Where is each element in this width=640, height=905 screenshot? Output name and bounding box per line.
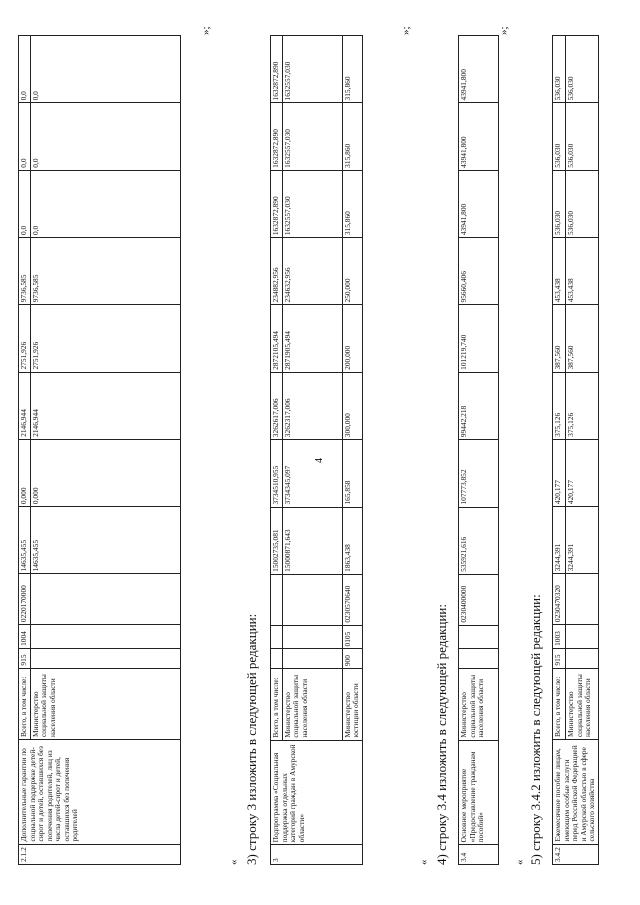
cell: 1004	[19, 625, 31, 649]
cell: 2146,944	[19, 372, 31, 439]
cell: 1632872,890	[271, 170, 283, 237]
cell: 0220170000	[19, 574, 31, 625]
row-name: Ежемесячное пособие лицам, имеющим особые заслуги перед Российской Федерацией и Амурской областью в сфере сельского хозяйства	[553, 739, 599, 844]
cell: 9736,585	[30, 237, 180, 304]
cell: 420,177	[566, 439, 598, 506]
cell: 915	[19, 648, 31, 668]
closing-quote: »;	[400, 26, 412, 35]
cell: 43941,800	[459, 103, 499, 170]
cell: 315,860	[342, 170, 362, 237]
cell: 1003	[553, 625, 566, 649]
cell: 0,0	[30, 170, 180, 237]
cell: 15000871,643	[282, 507, 342, 574]
cell: 1632872,890	[271, 36, 283, 103]
table-row	[271, 36, 283, 865]
cell: 2751,926	[19, 305, 31, 372]
cell: 9736,585	[19, 237, 31, 304]
row-number: 3.4.2	[553, 844, 599, 864]
table-row	[553, 36, 566, 865]
cell: 2872105,494	[271, 305, 283, 372]
closing-quote: »;	[498, 26, 510, 35]
cell: Всего, в том числе:	[271, 669, 283, 741]
cell: 3734345,097	[282, 440, 342, 507]
table-3	[270, 35, 363, 865]
heading-row-3-4-2: 5) строку 3.4.2 изложить в следующей редакции:	[528, 594, 543, 865]
cell: 0,000	[19, 439, 31, 506]
cell: 1632557,030	[282, 103, 342, 170]
cell: 387,560	[566, 305, 598, 372]
cell: 3244,391	[553, 507, 566, 574]
cell: Министерство социальной защиты населения области	[30, 668, 180, 739]
cell: 14635,455	[30, 507, 180, 574]
heading-row-3-4: 4) строку 3.4 изложить в следующей редакции:	[434, 604, 449, 865]
row-name: Дополнительные гарантии по социальной поддержке детей-сирот и детей, оставшихся без попечения родителей, лиц из числа детей-сирот и детей, оставшихся без попечения родителей	[19, 739, 181, 844]
cell: 375,126	[566, 372, 598, 439]
cell: 375,126	[553, 372, 566, 439]
cell: 43941,800	[459, 36, 499, 103]
cell: 420,177	[553, 439, 566, 506]
table-row	[19, 36, 31, 865]
cell: 1632557,030	[282, 36, 342, 103]
cell: 0230570640	[342, 574, 362, 625]
cell: 234882,956	[271, 238, 283, 305]
row-number: 2.1.2	[19, 844, 181, 864]
cell: 536,030	[553, 103, 566, 170]
cell: 0230470320	[553, 574, 566, 625]
cell: 107773,852	[459, 440, 499, 507]
cell: 15002735,081	[271, 507, 283, 574]
cell: 234632,956	[282, 238, 342, 305]
cell: 1863,438	[342, 507, 362, 574]
cell: 250,000	[342, 238, 362, 305]
cell: 3262317,006	[282, 372, 342, 439]
cell: 43941,800	[459, 170, 499, 237]
row-number: 3	[271, 845, 363, 865]
cell: 0,0	[30, 103, 180, 170]
cell: Министерство социальной защиты населения области	[459, 669, 499, 741]
cell: 315,860	[342, 103, 362, 170]
row-name: Подпрограмма «Социальная поддержка отдельных категорий граждан в Амурской области»	[271, 740, 363, 845]
cell: 535921,616	[459, 507, 499, 574]
cell: 95660,406	[459, 238, 499, 305]
cell: 536,030	[566, 36, 598, 103]
row-name: Основное мероприятие «Предоставление гражданам пособий»	[459, 740, 499, 845]
cell: 300,000	[342, 372, 362, 439]
cell: 3734510,955	[271, 440, 283, 507]
cell: 3244,391	[566, 507, 598, 574]
cell: 536,030	[566, 170, 598, 237]
heading-row-3: 3) строку 3 изложить в следующей редакции:	[244, 613, 259, 865]
cell: Всего, в том числе:	[19, 668, 31, 739]
cell: 165,858	[342, 440, 362, 507]
row-number: 3.4	[459, 845, 499, 865]
closing-quote: »;	[200, 26, 212, 35]
cell: 915	[553, 648, 566, 668]
cell: 0105	[342, 625, 362, 649]
table-2-1-2	[18, 35, 181, 865]
cell: 2871905,494	[282, 305, 342, 372]
cell: 315,860	[342, 36, 362, 103]
opening-quote: «	[418, 859, 430, 865]
cell: 536,030	[553, 170, 566, 237]
cell: 0,0	[30, 36, 180, 103]
cell: 387,560	[553, 305, 566, 372]
table-row	[459, 36, 499, 865]
cell: 200,000	[342, 305, 362, 372]
cell: 900	[342, 649, 362, 669]
cell: 3262617,006	[271, 372, 283, 439]
cell: 0,0	[19, 36, 31, 103]
cell: 101219,740	[459, 305, 499, 372]
cell: 0,000	[30, 439, 180, 506]
page-number: 4	[314, 458, 325, 463]
opening-quote: «	[228, 859, 240, 865]
cell: 0,0	[19, 170, 31, 237]
cell: 14635,455	[19, 507, 31, 574]
cell: Министерство социальной защиты населения области	[566, 668, 598, 739]
cell: 536,030	[553, 36, 566, 103]
cell: 99442,218	[459, 372, 499, 439]
cell: Всего, в том числе:	[553, 668, 566, 739]
cell: Министерство юстиции области	[342, 669, 362, 741]
cell: 2146,944	[30, 372, 180, 439]
cell: 453,438	[553, 237, 566, 304]
cell: Министерство социальной защиты населения области	[282, 669, 342, 741]
table-row	[282, 36, 342, 865]
table-3-4	[458, 35, 499, 865]
cell: 536,030	[566, 103, 598, 170]
cell: 1632557,030	[282, 170, 342, 237]
table-row	[342, 36, 362, 865]
cell: 1632872,890	[271, 103, 283, 170]
opening-quote: «	[514, 859, 526, 865]
cell: 0,0	[19, 103, 31, 170]
cell: 453,438	[566, 237, 598, 304]
table-3-4-2	[552, 35, 599, 865]
cell: 2751,926	[30, 305, 180, 372]
cell: 0230400000	[459, 574, 499, 625]
